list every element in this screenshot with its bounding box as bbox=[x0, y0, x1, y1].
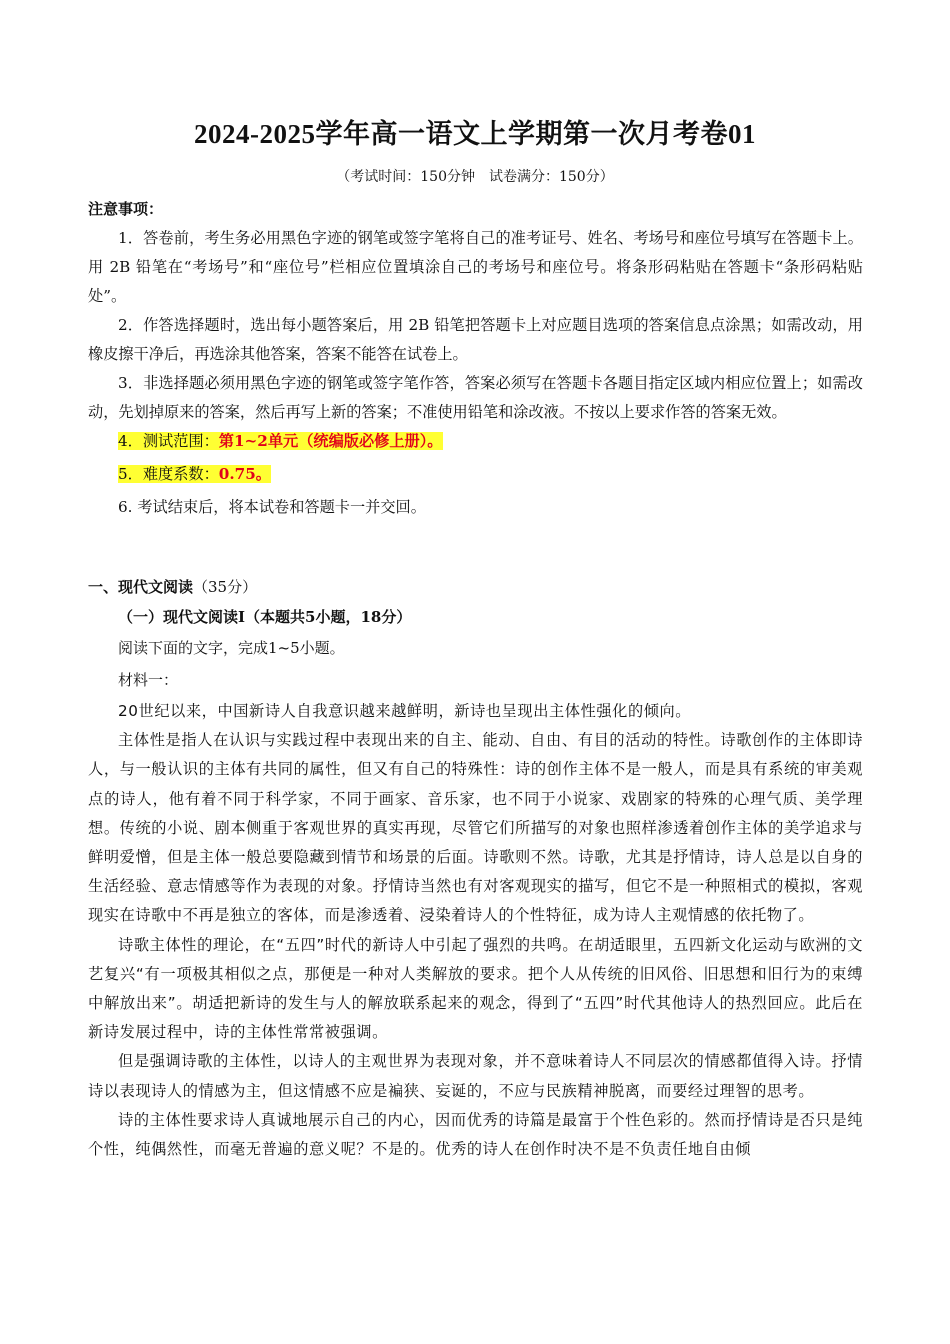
subsection-detail: （本题共5小题，18分） bbox=[245, 608, 412, 626]
notice-item-scope bbox=[88, 427, 863, 456]
notice-item: 6. 考试结束后，将本试卷和答题卡一并交回。 bbox=[118, 498, 426, 516]
scope-label: 4．测试范围： bbox=[118, 432, 219, 450]
passage-paragraph: 主体性是指人在认识与实践过程中表现出来的自主、能动、自由、有目的活动的特性。诗歌创作的主体即诗人，与一般认识的主体有共同的属性，但又有自己的特殊性：诗的创作主体不是一般人，而是具有系统的审美观点的诗人，他有着不同于科学家，不同于画家、音乐家，也不同于小说家、戏剧家的特殊的心理气质、美学理想。传统的小说、剧本侧重于客观世界的真实再现，尽管它们所描写的对象也照样渗透着创作主体的美学追求与鲜明爱憎，但是主体一般总要隐藏到情节和场景的后面。诗歌则不然。诗歌，尤其是抒情诗，诗人总是以自身的生活经验、意志情感等作为表现的对象。抒情诗当然也有对客观现实的描写，但它不是一种照相式的模拟，客观现实在诗歌中不再是独立的客体，而是渗透着、浸染着诗人的个性特征，成为诗人主观情感的依托物了。 bbox=[88, 731, 863, 925]
passage-paragraph: 诗歌主体性的理论，在“五四”时代的新诗人中引起了强烈的共鸣。在胡适眼里，五四新文化运动与欧洲的文艺复兴“有一项极其相似之点，那便是一种对人类解放的要求。把个人从传统的旧风俗、旧思想和旧行为的束缚中解放出来”。胡适把新诗的发生与人的解放联系起来的观念，得到了“五四”时代其他诗人的热烈回应。此后在新诗发展过程中，诗的主体性常常被强调。 bbox=[88, 935, 863, 1042]
passage-paragraph: 诗的主体性要求诗人真诚地展示自己的内心，因而优秀的诗篇是最富于个性色彩的。然而抒情诗是否只是纯个性，纯偶然性，而毫无普遍的意义呢？不是的。优秀的诗人在创作时决不是不负责任地自由倾 bbox=[88, 1110, 863, 1159]
exam-subtitle: （考试时间：150分钟 试卷满分：150分） bbox=[336, 169, 614, 185]
difficulty-value: 0.75。 bbox=[218, 465, 271, 483]
subsection-label: （一）现代文阅读Ⅰ bbox=[118, 608, 246, 626]
section-label: 一、现代文阅读 bbox=[88, 578, 194, 596]
passage-paragraph: 但是强调诗歌的主体性，以诗人的主观世界为表现对象，并不意味着诗人不同层次的情感都值得入诗。抒情诗以表现诗人的情感为主，但这情感不应是褊狭、妄诞的，不应与民族精神脱离，而要经过理智的思考。 bbox=[88, 1052, 863, 1100]
notice-item-difficulty bbox=[88, 460, 863, 489]
notice-list bbox=[88, 224, 863, 522]
material-label: 材料一： bbox=[118, 671, 179, 689]
highlight-mark bbox=[118, 432, 443, 450]
scope-value: 第1~2单元（统编版必修上册）。 bbox=[218, 432, 443, 450]
section-score: （35分） bbox=[193, 578, 258, 596]
subsection-heading bbox=[118, 606, 411, 627]
notice-heading: 注意事项： bbox=[88, 200, 164, 218]
notice-item: 3．非选择题必须用黑色字迹的钢笔或签字笔作答，答案必须写在答题卡各题目指定区域内相应位置上；如需改动，先划掉原来的答案，然后再写上新的答案；不准使用铅笔和涂改液。不按以上要求作答的答案无效。 bbox=[88, 374, 863, 421]
page-title: 2024-2025学年高一语文上学期第一次月考卷01 bbox=[194, 119, 756, 149]
notice-item: 1．答卷前，考生务必用黑色字迹的钢笔或签字笔将自己的准考证号、姓名、考场号和座位号填写在答题卡上。用 2B 铅笔在“考场号”和“座位号”栏相应位置填涂自己的考场号和座位号。将条形码粘贴在答题卡“条形码粘贴处”。 bbox=[88, 229, 863, 305]
notice-item: 2．作答选择题时，选出每小题答案后，用 2B 铅笔把答题卡上对应题目选项的答案信息点涂黑；如需改动，用橡皮擦干净后，再选涂其他答案，答案不能答在试卷上。 bbox=[88, 316, 863, 363]
difficulty-label: 5．难度系数： bbox=[118, 465, 219, 483]
reading-instruction: 阅读下面的文字，完成1~5小题。 bbox=[118, 639, 345, 657]
section-heading bbox=[88, 576, 257, 597]
passage-paragraph: 20世纪以来，中国新诗人自我意识越来越鲜明，新诗也呈现出主体性强化的倾向。 bbox=[118, 702, 692, 720]
passage-body bbox=[88, 697, 863, 1164]
highlight-mark bbox=[118, 465, 271, 483]
